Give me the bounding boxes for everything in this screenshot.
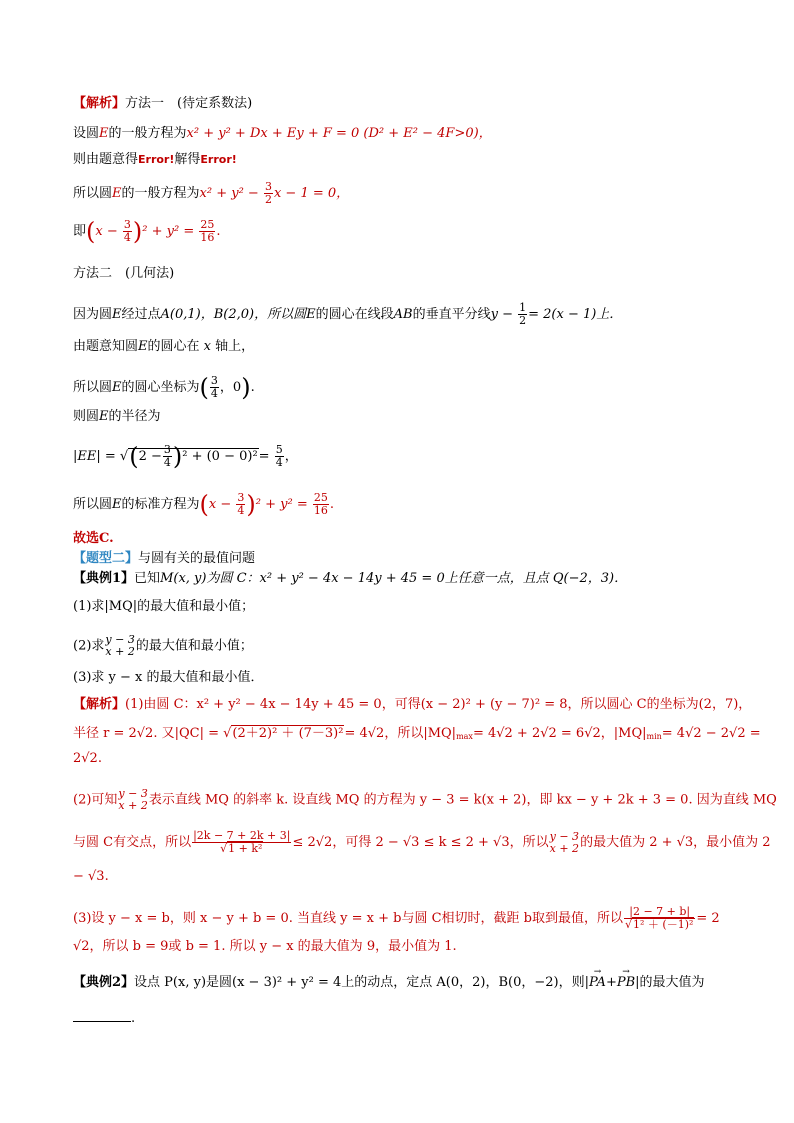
analysis-method-one: 【解析】方法一 (待定系数法): [73, 96, 253, 111]
solution-part-two-b: 与圆 C有交点，所以 $\frac{|2k - 7 + 2k + 3|}{\text{√1 + k²}}$ ≤ 2√2，可得 2 − √3 ≤ k ≤ 2 + √3，所以y − 3 x + 2 的最大值为 2 + √3，最小值为 2: [73, 829, 771, 855]
example-one-statement: 【典例1】已知M(x, y)为圆 C：x² + y² − 4x − 14y + 45 = 0上任意一点，且点 Q(−2，3)．: [73, 571, 628, 586]
answer-line: 故选C.: [73, 531, 114, 546]
answer-blank-line: .: [73, 1010, 135, 1028]
answer-blank[interactable]: [73, 1021, 131, 1022]
question-one: (1)求|MQ|的最大值和最小值；: [73, 599, 255, 614]
solution-part-one-b: 半径 r = 2√2. 又|QC| = √(2＋2)² ＋ (7－3)²= 4√2，所以$|MQ|_{max}= 4√2 + 2√2 = 6√2$，$|MQ|_{min}= 4√2 - 2√2$ =: [73, 726, 761, 741]
question-two: (2)求y − 3 x + 2 的最大值和最小值；: [73, 633, 253, 658]
solution-part-three-a: (3)设 y − x = b，则 x − y + b = 0. 当直线 y = x + b与圆 C相切时，截距 b取到最值，所以 $\frac{|2 - 7 + b|}{\text{√1² ＋ (－1)²}}$ = 2: [73, 905, 720, 931]
example-two-statement: 【典例2】设点 P(x, y)是圆(x − 3)² + y² = 4上的动点，定点 A(0，2)，B(0，−2)，则|→ PA+→ PB|的最大值为: [73, 974, 705, 992]
general-equation-result: 所以圆E的一般方程为x² + y² − $\frac{3}{2}$ x − 1 = 0，: [73, 180, 350, 206]
radius-computation: |EE| = √(2 − $\frac{3}{4}$ )² + (0 − 0)²= $\frac{5}{4}$ ，: [73, 442, 298, 471]
standard-form-line: 即(x − $\frac{3}{4}$ )² + y² = $\frac{25}{16}$ .: [73, 217, 221, 246]
solution-part-three-b: √2，所以 b = 9或 b = 1. 所以 y − x 的最大值为 9，最小值为 1.: [73, 939, 457, 954]
standard-equation-result: 所以圆E的标准方程为(x − $\frac{3}{4}$ )² + y² = $\frac{25}{16}$ .: [73, 490, 335, 519]
radius-heading: 则圆E的半径为: [73, 409, 161, 424]
center-on-x-axis: 由题意知圆E的圆心在 x 轴上，: [73, 339, 255, 354]
method-two-heading: 方法二 (几何法): [73, 266, 175, 281]
solution-part-one-c: 2√2.: [73, 751, 102, 766]
perpendicular-bisector-line: 因为圆E经过点A(0,1)，B(2,0)，所以圆E的圆心在线段AB的垂直平分线y − $\frac{1}{2}$ = 2(x − 1)上．: [73, 301, 623, 327]
question-three: (3)求 y − x 的最大值和最小值．: [73, 670, 264, 685]
system-line: 则由题意得Error!解得Error!: [73, 152, 237, 167]
solution-part-two-a: (2)可知y − 3 x + 2 表示直线 MQ 的斜率 k. 设直线 MQ 的方程为 y − 3 = k(x + 2)，即 kx − y + 2k + 3 = 0. 因为直线 MQ: [73, 787, 777, 812]
solution-part-one-a: 【解析】(1)由圆 C：x² + y² − 4x − 14y + 45 = 0，可得(x − 2)² + (y − 7)² = 8，所以圆心 C的坐标为(2，7)，: [73, 697, 752, 712]
solution-part-two-c: − √3.: [73, 869, 109, 884]
general-equation-setup: 设圆E的一般方程为x² + y² + Dx + Ey + F = 0 (D² + E² − 4F>0)，: [73, 126, 492, 141]
center-coordinates: 所以圆E的圆心坐标为( $\frac{3}{4}$ ，0).: [73, 373, 255, 402]
section-heading-type-two: 【题型二】与圆有关的最值问题: [73, 551, 256, 566]
